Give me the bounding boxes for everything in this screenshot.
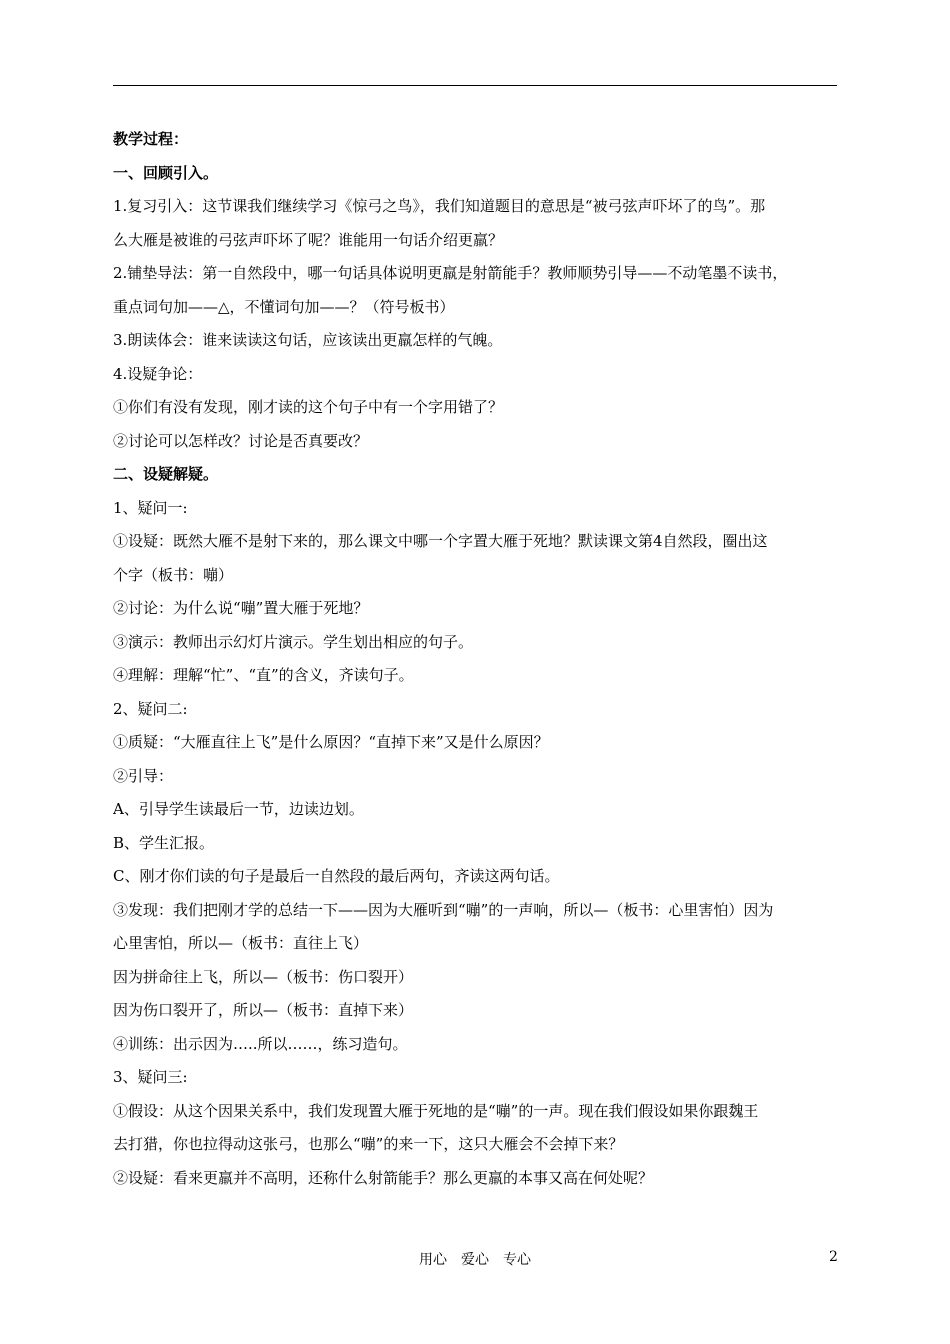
- text-line: 去打猎，你也拉得动这张弓，也那么“嘣”的来一下，这只大雁会不会掉下来？: [113, 1135, 624, 1153]
- text-line: ②讨论：为什么说“嘣”置大雁于死地？: [113, 599, 369, 617]
- text-line: 2.铺垫导法：第一自然段中，哪一句话具体说明更羸是射箭能手？教师顺势引导——不动笔墨不读书，: [113, 264, 788, 282]
- section-heading: 二、设疑解疑。: [113, 465, 219, 483]
- text-line: 3.朗读体会：谁来读读这句话，应该读出更羸怎样的气魄。: [113, 331, 503, 349]
- text-line: 因为拼命往上飞，所以—（板书：伤口裂开）: [113, 967, 414, 986]
- text-line: ③演示：教师出示幻灯片演示。学生划出相应的句子。: [113, 632, 474, 651]
- text-line: ④理解：理解“忙”、“直”的含义，齐读句子。: [113, 666, 414, 684]
- text-line: 个字（板书：嘣）: [113, 565, 234, 584]
- text-line: 1、疑问一:: [113, 498, 188, 517]
- footer-motto: 用心 爱心 专心: [419, 1252, 531, 1268]
- text-line: 心里害怕，所以—（板书：直往上飞）: [113, 934, 369, 952]
- document-body: [113, 123, 841, 1195]
- text-line: A、引导学生读最后一节，边读边划。: [113, 800, 364, 818]
- text-line: 4.设疑争论：: [113, 364, 203, 383]
- section-heading: 教学过程：: [113, 130, 189, 148]
- text-line: 重点词句加——△，不懂词句加——？（符号板书）: [113, 297, 455, 316]
- text-line: 3、疑问三:: [113, 1068, 188, 1086]
- text-line: ①假设：从这个因果关系中，我们发现置大雁于死地的是“嘣”的一声。现在我们假设如果你跟魏王: [113, 1101, 759, 1120]
- text-line: ②设疑：看来更羸并不高明，还称什么射箭能手？那么更羸的本事又高在何处呢？: [113, 1168, 654, 1187]
- page-number: 2: [829, 1249, 838, 1265]
- section-heading: 一、回顾引入。: [113, 163, 219, 182]
- text-line: C、刚才你们读的句子是最后一自然段的最后两句，齐读这两句话。: [113, 867, 560, 885]
- text-line: 2、疑问二:: [113, 699, 188, 718]
- text-line: ③发现：我们把刚才学的总结一下——因为大雁听到“嘣”的一声响，所以—（板书：心里害怕）因为: [113, 900, 774, 919]
- header-rule: [113, 85, 837, 86]
- text-line: ①你们有没有发现，刚才读的这个句子中有一个字用错了？: [113, 398, 504, 416]
- text-line: ④训练：出示因为…..所以……，练习造句。: [113, 1034, 408, 1053]
- text-line: 么大雁是被谁的弓弦声吓坏了呢？谁能用一句话介绍更羸？: [113, 230, 504, 249]
- text-line: ①质疑：“大雁直往上飞”是什么原因？“直掉下来”又是什么原因？: [113, 733, 549, 751]
- text-line: ①设疑：既然大雁不是射下来的，那么课文中哪一个字置大雁于死地？默读课文第4自然段，圈出这: [113, 532, 768, 550]
- text-line: ②讨论可以怎样改？讨论是否真要改？: [113, 431, 369, 450]
- text-line: ②引导：: [113, 766, 174, 785]
- text-line: 因为伤口裂开了，所以—（板书：直掉下来）: [113, 1001, 414, 1019]
- text-line: B、学生汇报。: [113, 833, 215, 852]
- text-line: 1.复习引入：这节课我们继续学习《惊弓之鸟》，我们知道题目的意思是“被弓弦声吓坏了的鸟”。那: [113, 197, 766, 215]
